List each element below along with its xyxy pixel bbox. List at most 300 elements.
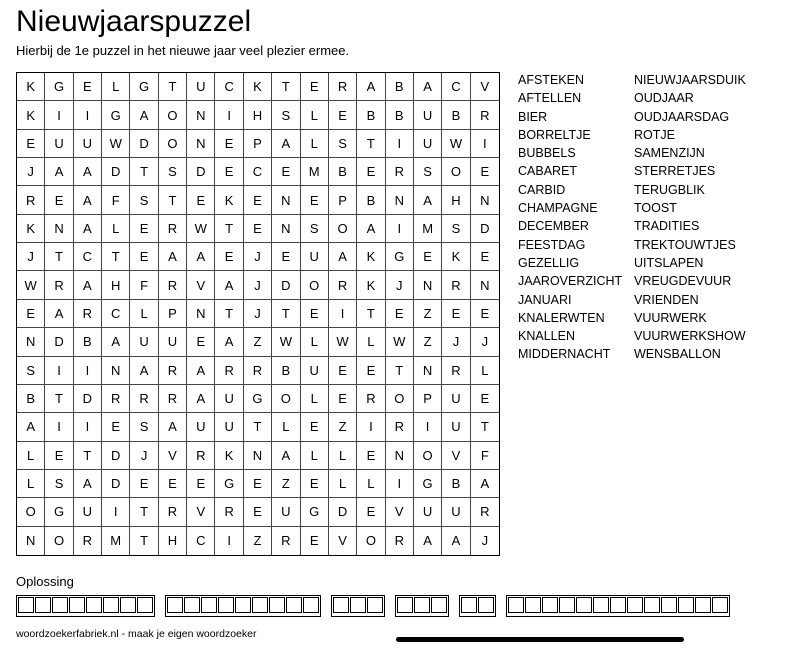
solution-letter-box[interactable] [201, 597, 217, 613]
grid-cell[interactable]: I [386, 130, 414, 158]
grid-cell[interactable]: N [45, 215, 73, 243]
solution-letter-box[interactable] [478, 597, 494, 613]
grid-cell[interactable]: A [159, 243, 187, 271]
grid-cell[interactable]: U [187, 73, 215, 101]
grid-cell[interactable]: N [272, 215, 300, 243]
grid-cell[interactable]: K [17, 101, 45, 129]
grid-cell[interactable]: O [414, 442, 442, 470]
grid-cell[interactable]: U [45, 130, 73, 158]
solution-letter-box[interactable] [593, 597, 609, 613]
grid-cell[interactable]: O [329, 215, 357, 243]
grid-cell[interactable]: T [386, 357, 414, 385]
grid-cell[interactable]: A [414, 73, 442, 101]
grid-cell[interactable]: U [215, 413, 243, 441]
grid-cell[interactable]: A [414, 186, 442, 214]
grid-cell[interactable]: I [386, 215, 414, 243]
grid-cell[interactable]: A [102, 328, 130, 356]
grid-cell[interactable]: D [102, 442, 130, 470]
grid-cell[interactable]: Z [414, 328, 442, 356]
grid-cell[interactable]: B [357, 186, 385, 214]
grid-cell[interactable]: L [17, 470, 45, 498]
grid-cell[interactable]: M [102, 527, 130, 555]
grid-cell[interactable]: R [215, 498, 243, 526]
grid-cell[interactable]: E [357, 442, 385, 470]
grid-cell[interactable]: E [244, 498, 272, 526]
solution-letter-box[interactable] [120, 597, 136, 613]
grid-cell[interactable]: L [272, 413, 300, 441]
grid-cell[interactable]: A [159, 413, 187, 441]
solution-letter-box[interactable] [397, 597, 413, 613]
grid-cell[interactable]: I [45, 101, 73, 129]
grid-cell[interactable]: T [102, 243, 130, 271]
grid-cell[interactable]: N [414, 271, 442, 299]
home-indicator[interactable] [396, 637, 684, 642]
grid-cell[interactable]: Z [272, 470, 300, 498]
grid-cell[interactable]: B [386, 101, 414, 129]
grid-cell[interactable]: O [301, 271, 329, 299]
grid-cell[interactable]: I [471, 130, 499, 158]
grid-cell[interactable]: R [329, 271, 357, 299]
solution-letter-box[interactable] [661, 597, 677, 613]
solution-word-group[interactable] [395, 595, 449, 617]
solution-letter-box[interactable] [286, 597, 302, 613]
grid-cell[interactable]: A [74, 215, 102, 243]
grid-cell[interactable]: E [17, 300, 45, 328]
grid-cell[interactable]: N [386, 442, 414, 470]
grid-cell[interactable]: E [357, 158, 385, 186]
grid-cell[interactable]: E [471, 300, 499, 328]
grid-cell[interactable]: I [74, 357, 102, 385]
grid-cell[interactable]: Z [244, 328, 272, 356]
grid-cell[interactable]: C [187, 527, 215, 555]
grid-cell[interactable]: D [187, 158, 215, 186]
grid-cell[interactable]: T [159, 73, 187, 101]
solution-word-group[interactable] [165, 595, 321, 617]
grid-cell[interactable]: J [130, 442, 158, 470]
grid-cell[interactable]: B [17, 385, 45, 413]
solution-letter-box[interactable] [235, 597, 251, 613]
grid-cell[interactable]: A [187, 357, 215, 385]
grid-cell[interactable]: E [329, 385, 357, 413]
grid-cell[interactable]: J [244, 243, 272, 271]
grid-cell[interactable]: R [386, 527, 414, 555]
grid-cell[interactable]: R [442, 357, 470, 385]
grid-cell[interactable]: U [130, 328, 158, 356]
grid-cell[interactable]: J [244, 300, 272, 328]
grid-cell[interactable]: G [386, 243, 414, 271]
grid-cell[interactable]: W [442, 130, 470, 158]
grid-cell[interactable]: E [414, 243, 442, 271]
grid-cell[interactable]: T [159, 186, 187, 214]
grid-cell[interactable]: K [17, 215, 45, 243]
grid-cell[interactable]: N [471, 271, 499, 299]
grid-cell[interactable]: K [442, 243, 470, 271]
grid-cell[interactable]: U [301, 357, 329, 385]
solution-letter-box[interactable] [508, 597, 524, 613]
solution-letter-box[interactable] [367, 597, 383, 613]
grid-cell[interactable]: L [301, 101, 329, 129]
grid-cell[interactable]: L [329, 470, 357, 498]
grid-cell[interactable]: V [442, 442, 470, 470]
grid-cell[interactable]: N [386, 186, 414, 214]
grid-cell[interactable]: A [357, 73, 385, 101]
grid-cell[interactable]: B [74, 328, 102, 356]
grid-cell[interactable]: J [17, 158, 45, 186]
grid-cell[interactable]: S [17, 357, 45, 385]
grid-cell[interactable]: I [102, 498, 130, 526]
grid-cell[interactable]: N [244, 442, 272, 470]
grid-cell[interactable]: L [130, 300, 158, 328]
grid-cell[interactable]: L [102, 215, 130, 243]
solution-letter-box[interactable] [303, 597, 319, 613]
grid-cell[interactable]: E [357, 357, 385, 385]
grid-cell[interactable]: T [471, 413, 499, 441]
grid-cell[interactable]: Z [414, 300, 442, 328]
grid-cell[interactable]: T [215, 215, 243, 243]
solution-letter-box[interactable] [695, 597, 711, 613]
grid-cell[interactable]: C [244, 158, 272, 186]
grid-cell[interactable]: R [187, 442, 215, 470]
grid-cell[interactable]: L [301, 130, 329, 158]
grid-cell[interactable]: E [471, 385, 499, 413]
grid-cell[interactable]: I [45, 413, 73, 441]
grid-cell[interactable]: E [215, 243, 243, 271]
grid-cell[interactable]: N [17, 527, 45, 555]
grid-cell[interactable]: I [357, 413, 385, 441]
grid-cell[interactable]: P [414, 385, 442, 413]
grid-cell[interactable]: B [357, 101, 385, 129]
grid-cell[interactable]: U [442, 498, 470, 526]
grid-cell[interactable]: R [215, 357, 243, 385]
grid-cell[interactable]: B [272, 357, 300, 385]
solution-letter-box[interactable] [559, 597, 575, 613]
grid-cell[interactable]: I [414, 413, 442, 441]
grid-cell[interactable]: C [102, 300, 130, 328]
grid-cell[interactable]: U [74, 130, 102, 158]
grid-cell[interactable]: V [329, 527, 357, 555]
grid-cell[interactable]: A [357, 215, 385, 243]
grid-cell[interactable]: S [442, 215, 470, 243]
grid-cell[interactable]: W [386, 328, 414, 356]
grid-cell[interactable]: T [357, 130, 385, 158]
grid-cell[interactable]: R [74, 527, 102, 555]
grid-cell[interactable]: E [130, 243, 158, 271]
grid-cell[interactable]: J [442, 328, 470, 356]
grid-cell[interactable]: V [187, 498, 215, 526]
grid-cell[interactable]: K [215, 186, 243, 214]
grid-cell[interactable]: E [471, 158, 499, 186]
grid-cell[interactable]: U [301, 243, 329, 271]
grid-cell[interactable]: F [102, 186, 130, 214]
solution-letter-box[interactable] [69, 597, 85, 613]
grid-cell[interactable]: L [471, 357, 499, 385]
grid-cell[interactable]: R [45, 271, 73, 299]
grid-cell[interactable]: O [17, 498, 45, 526]
grid-cell[interactable]: R [159, 498, 187, 526]
solution-word-group[interactable] [16, 595, 155, 617]
grid-cell[interactable]: D [102, 470, 130, 498]
grid-cell[interactable]: T [130, 498, 158, 526]
grid-cell[interactable]: N [414, 357, 442, 385]
grid-cell[interactable]: A [45, 300, 73, 328]
grid-cell[interactable]: N [471, 186, 499, 214]
grid-cell[interactable]: T [130, 527, 158, 555]
grid-cell[interactable]: U [414, 101, 442, 129]
grid-cell[interactable]: M [414, 215, 442, 243]
grid-cell[interactable]: A [442, 527, 470, 555]
grid-cell[interactable]: E [301, 186, 329, 214]
grid-cell[interactable]: A [187, 385, 215, 413]
grid-cell[interactable]: U [187, 413, 215, 441]
grid-cell[interactable]: A [215, 271, 243, 299]
solution-letter-box[interactable] [137, 597, 153, 613]
grid-cell[interactable]: I [215, 101, 243, 129]
grid-cell[interactable]: L [102, 73, 130, 101]
solution-letter-box[interactable] [461, 597, 477, 613]
grid-cell[interactable]: G [414, 470, 442, 498]
solution-word-group[interactable] [331, 595, 385, 617]
grid-cell[interactable]: T [130, 158, 158, 186]
grid-cell[interactable]: R [329, 73, 357, 101]
grid-cell[interactable]: A [215, 328, 243, 356]
grid-cell[interactable]: T [272, 73, 300, 101]
solution-letter-box[interactable] [35, 597, 51, 613]
grid-cell[interactable]: P [244, 130, 272, 158]
grid-cell[interactable]: V [471, 73, 499, 101]
grid-cell[interactable]: L [17, 442, 45, 470]
solution-letter-box[interactable] [542, 597, 558, 613]
grid-cell[interactable]: W [329, 328, 357, 356]
grid-cell[interactable]: N [187, 101, 215, 129]
grid-cell[interactable]: I [74, 101, 102, 129]
grid-cell[interactable]: Z [244, 527, 272, 555]
grid-cell[interactable]: H [244, 101, 272, 129]
grid-cell[interactable]: O [442, 158, 470, 186]
grid-cell[interactable]: G [301, 498, 329, 526]
grid-cell[interactable]: R [471, 498, 499, 526]
grid-cell[interactable]: E [244, 470, 272, 498]
grid-cell[interactable]: K [17, 73, 45, 101]
grid-cell[interactable]: A [130, 357, 158, 385]
grid-cell[interactable]: E [215, 130, 243, 158]
grid-cell[interactable]: A [45, 158, 73, 186]
grid-cell[interactable]: A [187, 243, 215, 271]
grid-cell[interactable]: A [272, 442, 300, 470]
grid-cell[interactable]: W [187, 215, 215, 243]
grid-cell[interactable]: G [45, 498, 73, 526]
grid-cell[interactable]: E [301, 470, 329, 498]
grid-cell[interactable]: B [386, 73, 414, 101]
grid-cell[interactable]: G [215, 470, 243, 498]
solution-word-group[interactable] [506, 595, 730, 617]
grid-cell[interactable]: C [215, 73, 243, 101]
grid-cell[interactable]: S [414, 158, 442, 186]
grid-cell[interactable]: D [329, 498, 357, 526]
grid-cell[interactable]: F [471, 442, 499, 470]
grid-cell[interactable]: D [471, 215, 499, 243]
grid-cell[interactable]: U [442, 385, 470, 413]
grid-cell[interactable]: W [272, 328, 300, 356]
solution-letter-box[interactable] [525, 597, 541, 613]
grid-cell[interactable]: I [329, 300, 357, 328]
grid-cell[interactable]: S [45, 470, 73, 498]
letter-grid[interactable] [16, 72, 500, 556]
grid-cell[interactable]: L [301, 442, 329, 470]
grid-cell[interactable]: R [471, 101, 499, 129]
grid-cell[interactable]: E [301, 73, 329, 101]
grid-cell[interactable]: E [130, 470, 158, 498]
grid-cell[interactable]: R [272, 527, 300, 555]
grid-cell[interactable]: R [17, 186, 45, 214]
grid-cell[interactable]: E [17, 130, 45, 158]
grid-cell[interactable]: C [442, 73, 470, 101]
grid-cell[interactable]: I [45, 357, 73, 385]
grid-cell[interactable]: O [159, 101, 187, 129]
grid-cell[interactable]: D [45, 328, 73, 356]
grid-cell[interactable]: E [357, 498, 385, 526]
grid-cell[interactable]: D [102, 158, 130, 186]
grid-cell[interactable]: M [301, 158, 329, 186]
solution-letter-box[interactable] [103, 597, 119, 613]
grid-cell[interactable]: O [386, 385, 414, 413]
grid-cell[interactable]: E [386, 300, 414, 328]
grid-cell[interactable]: L [301, 328, 329, 356]
grid-cell[interactable]: S [130, 186, 158, 214]
solution-letter-box[interactable] [431, 597, 447, 613]
grid-cell[interactable]: E [272, 243, 300, 271]
solution-letter-box[interactable] [350, 597, 366, 613]
grid-cell[interactable]: A [130, 101, 158, 129]
grid-cell[interactable]: A [17, 413, 45, 441]
grid-cell[interactable]: R [386, 158, 414, 186]
grid-cell[interactable]: T [45, 243, 73, 271]
grid-cell[interactable]: R [130, 385, 158, 413]
grid-cell[interactable]: G [45, 73, 73, 101]
grid-cell[interactable]: H [102, 271, 130, 299]
grid-cell[interactable]: R [442, 271, 470, 299]
grid-cell[interactable]: D [130, 130, 158, 158]
solution-letter-box[interactable] [712, 597, 728, 613]
grid-cell[interactable]: O [45, 527, 73, 555]
grid-cell[interactable]: R [159, 357, 187, 385]
grid-cell[interactable]: L [357, 328, 385, 356]
grid-cell[interactable]: T [357, 300, 385, 328]
grid-cell[interactable]: P [159, 300, 187, 328]
grid-cell[interactable]: V [386, 498, 414, 526]
grid-cell[interactable]: J [17, 243, 45, 271]
grid-cell[interactable]: E [442, 300, 470, 328]
grid-cell[interactable]: R [159, 215, 187, 243]
grid-cell[interactable]: A [74, 271, 102, 299]
grid-cell[interactable]: U [442, 413, 470, 441]
solution-letter-box[interactable] [414, 597, 430, 613]
grid-cell[interactable]: R [357, 385, 385, 413]
grid-cell[interactable]: E [272, 158, 300, 186]
solution-word-group[interactable] [459, 595, 496, 617]
grid-cell[interactable]: A [272, 130, 300, 158]
grid-cell[interactable]: O [357, 527, 385, 555]
grid-cell[interactable]: I [215, 527, 243, 555]
grid-cell[interactable]: J [244, 271, 272, 299]
grid-cell[interactable]: U [414, 130, 442, 158]
grid-cell[interactable]: L [301, 385, 329, 413]
grid-cell[interactable]: S [130, 413, 158, 441]
grid-cell[interactable]: V [159, 442, 187, 470]
grid-cell[interactable]: H [159, 527, 187, 555]
grid-cell[interactable]: G [130, 73, 158, 101]
grid-cell[interactable]: I [74, 413, 102, 441]
grid-cell[interactable]: U [215, 385, 243, 413]
grid-cell[interactable]: U [414, 498, 442, 526]
grid-cell[interactable]: T [215, 300, 243, 328]
grid-cell[interactable]: T [45, 385, 73, 413]
grid-cell[interactable]: K [244, 73, 272, 101]
grid-cell[interactable]: D [272, 271, 300, 299]
grid-cell[interactable]: O [159, 130, 187, 158]
solution-letter-box[interactable] [252, 597, 268, 613]
grid-cell[interactable]: O [272, 385, 300, 413]
grid-cell[interactable]: S [159, 158, 187, 186]
grid-cell[interactable]: E [301, 527, 329, 555]
grid-cell[interactable]: W [102, 130, 130, 158]
grid-cell[interactable]: N [17, 328, 45, 356]
grid-cell[interactable]: Z [329, 413, 357, 441]
solution-letter-box[interactable] [18, 597, 34, 613]
solution-letter-box[interactable] [678, 597, 694, 613]
grid-cell[interactable]: C [74, 243, 102, 271]
grid-cell[interactable]: G [102, 101, 130, 129]
solution-letter-box[interactable] [627, 597, 643, 613]
grid-cell[interactable]: K [357, 243, 385, 271]
grid-cell[interactable]: E [130, 215, 158, 243]
grid-cell[interactable]: E [187, 328, 215, 356]
grid-cell[interactable]: A [74, 470, 102, 498]
solution-letter-box[interactable] [167, 597, 183, 613]
grid-cell[interactable]: L [329, 442, 357, 470]
grid-cell[interactable]: R [159, 385, 187, 413]
grid-cell[interactable]: A [329, 243, 357, 271]
grid-cell[interactable]: R [159, 271, 187, 299]
grid-cell[interactable]: A [74, 186, 102, 214]
grid-cell[interactable]: E [329, 357, 357, 385]
solution-letter-box[interactable] [52, 597, 68, 613]
grid-cell[interactable]: E [329, 101, 357, 129]
grid-cell[interactable]: R [386, 413, 414, 441]
grid-cell[interactable]: V [187, 271, 215, 299]
grid-cell[interactable]: A [74, 158, 102, 186]
grid-cell[interactable]: E [74, 73, 102, 101]
grid-cell[interactable]: N [102, 357, 130, 385]
grid-cell[interactable]: D [74, 385, 102, 413]
grid-cell[interactable]: E [45, 186, 73, 214]
grid-cell[interactable]: U [272, 498, 300, 526]
grid-cell[interactable]: E [215, 158, 243, 186]
grid-cell[interactable]: L [357, 470, 385, 498]
grid-cell[interactable]: N [272, 186, 300, 214]
grid-cell[interactable]: P [329, 186, 357, 214]
solution-letter-box[interactable] [218, 597, 234, 613]
grid-cell[interactable]: E [187, 186, 215, 214]
grid-cell[interactable]: F [130, 271, 158, 299]
grid-cell[interactable]: T [272, 300, 300, 328]
solution-letter-box[interactable] [86, 597, 102, 613]
grid-cell[interactable]: E [159, 470, 187, 498]
grid-cell[interactable]: K [357, 271, 385, 299]
grid-cell[interactable]: S [272, 101, 300, 129]
solution-letter-box[interactable] [644, 597, 660, 613]
grid-cell[interactable]: J [471, 328, 499, 356]
grid-cell[interactable]: K [215, 442, 243, 470]
